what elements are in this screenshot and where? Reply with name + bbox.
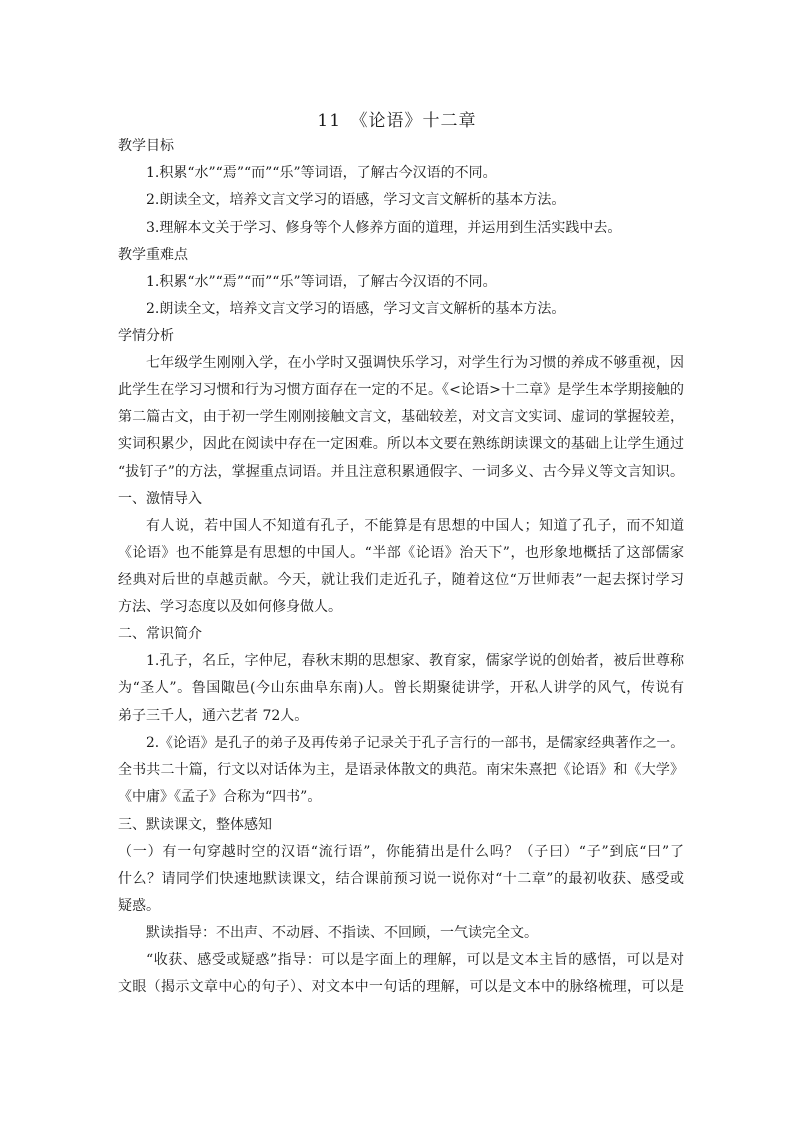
section-heading-knowledge: 二、常识简介 [118,626,202,642]
section-heading-key-points: 教学重难点 [118,247,188,263]
paragraph-line: “收获、感受或疑惑”指导：可以是字面上的理解，可以是文本主旨的感悟，可以是对 [146,952,684,968]
paragraph-line: 七年级学生刚刚入学，在小学时又强调快乐学习，对学生行为习惯的养成不够重视，因 [146,355,684,371]
paragraph-line: 《论语》也不能算是有思想的中国人。“半部《论语》治天下”，也形象地概括了这部儒家 [118,545,684,561]
objective-item: 2.朗读全文，培养文言文学习的语感，学习文言文解析的基本方法。 [146,192,566,208]
paragraph-line: 为“圣人”。鲁国陬邑(今山东曲阜东南)人。曾长期聚徒讲学，开私人讲学的风气，传说有 [118,680,684,696]
paragraph-line: 文眼（揭示文章中心的句子）、对文本中一句话的理解，可以是文本中的脉络梳理，可以是 [118,979,684,995]
objective-item: 1.积累“水”“焉”“而”“乐”等词语，了解古今汉语的不同。 [146,165,497,181]
paragraph-line: 经典对后世的卓越贡献。今天，就让我们走近孔子，随着这位“万世师表”一起去探讨学习 [118,572,684,588]
paragraph-line: 全书共二十篇，行文以对话体为主，是语录体散文的典范。南宋朱熹把《论语》和《大学》 [118,762,684,778]
paragraph-line: 有人说，若中国人不知道有孔子，不能算是有思想的中国人；知道了孔子，而不知道 [146,518,684,534]
section-heading-intro: 一、激情导入 [118,491,202,507]
section-heading-analysis: 学情分析 [118,328,174,344]
paragraph-line: 什么？请同学们快速地默读课文，结合课前预习说一说你对“十二章”的最初收获、感受或 [118,871,684,887]
paragraph-line: 方法、学习态度以及如何修身做人。 [118,599,342,615]
paragraph-line: 此学生在学习习惯和行为习惯方面存在一定的不足。《<论语>十二章》是学生本学期接触的 [118,382,684,398]
paragraph-line: 第二篇古文，由于初一学生刚刚接触文言文，基础较差，对文言文实词、虚词的掌握较差， [118,409,684,425]
objective-item: 3.理解本文关于学习、修身等个人修养方面的道理，并运用到生活实践中去。 [146,220,622,236]
paragraph-line: 默读指导：不出声、不动唇、不指读、不回顾，一气读完全文。 [146,925,538,941]
paragraph-line: （一）有一句穿越时空的汉语“流行语”，你能猜出是什么吗？（子曰）“子”到底“曰”了 [118,844,684,860]
section-heading-objectives: 教学目标 [118,138,174,154]
key-point-item: 1.积累“水”“焉”“而”“乐”等词语，了解古今汉语的不同。 [146,274,497,290]
section-heading-reading: 三、默读课文，整体感知 [118,817,272,833]
lesson-title: 11 《论语》十二章 [317,111,477,131]
paragraph-line: 《中庸》《孟子》合称为“四书”。 [118,789,322,805]
paragraph-line: 1.孔子，名丘，字仲尼，春秋末期的思想家、教育家，儒家学说的创始者，被后世尊称 [146,653,684,669]
paragraph-line: “拔钉子”的方法，掌握重点词语。并且注意积累通假字、一词多义、古今异义等文言知识。 [118,464,684,480]
paragraph-line: 2.《论语》是孔子的弟子及再传弟子记录关于孔子言行的一部书，是儒家经典著作之一。 [146,735,684,751]
paragraph-line: 弟子三千人，通六艺者 72人。 [118,708,309,724]
paragraph-line: 疑惑。 [118,898,160,914]
key-point-item: 2.朗读全文，培养文言文学习的语感，学习文言文解析的基本方法。 [146,301,566,317]
paragraph-line: 实词积累少，因此在阅读中存在一定困难。所以本文要在熟练朗读课文的基础上让学生通过 [118,436,684,452]
